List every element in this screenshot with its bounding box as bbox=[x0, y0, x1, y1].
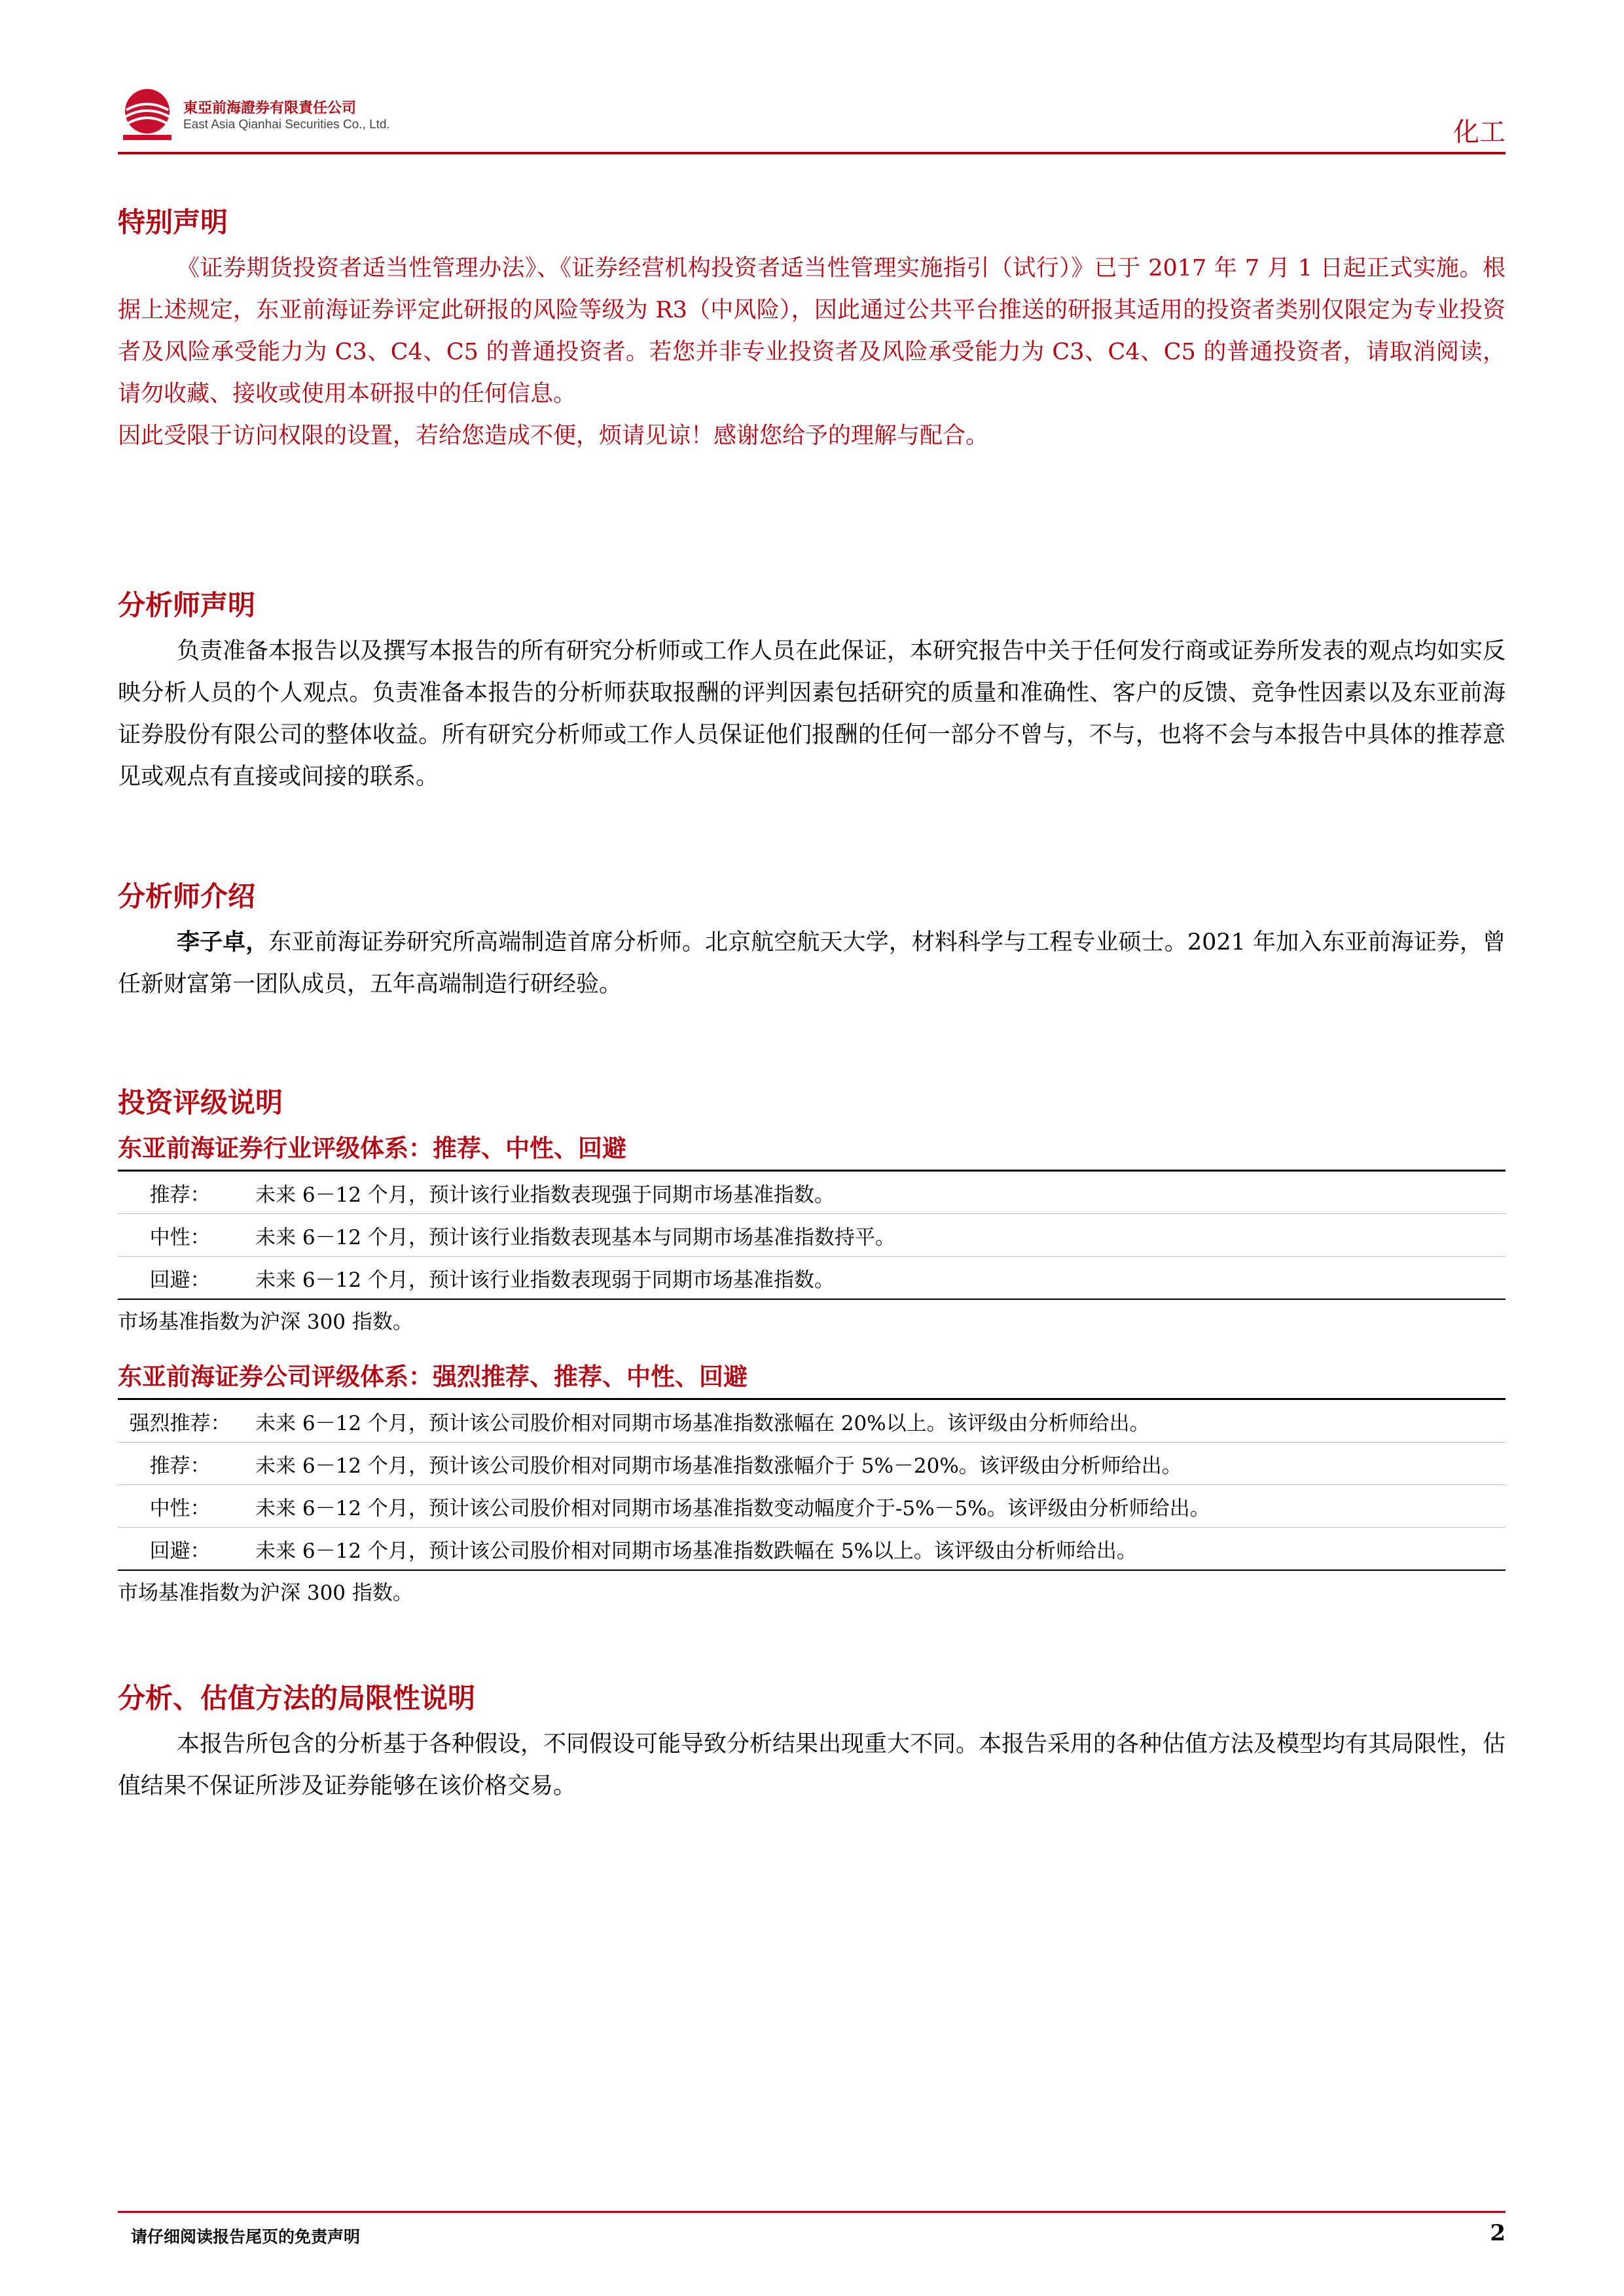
limitations-title: 分析、估值方法的局限性说明 bbox=[118, 1682, 476, 1714]
rating-label: 回避： bbox=[149, 1268, 211, 1292]
analyst-intro-text: 东亚前海证券研究所高端制造首席分析师。北京航空航天大学，材料科学与工程专业硕士。2021 年加入东亚前海证券，曾任新财富第一团队成员，五年高端制造行研经验。 bbox=[118, 929, 1506, 997]
analyst-statement-para: 负责准备本报告以及撰写本报告的所有研究分析师或工作人员在此保证，本研究报告中关于任何发行商或证券所发表的观点均如实反映分析人员的个人观点。负责准备本报告的分析师获取报酬的评判因素包括研究的质量和准确性、客户的反馈、竞争性因素以及东亚前海证券股份有限公司的整体收益。所有研究分析师或工作人员保证他们报酬的任何一部分不曾与，不与，也将不会与本报告中具体的推荐意见或观点有直接或间接的联系。 bbox=[118, 638, 1506, 790]
rating-desc: 未来 6－12 个月，预计该公司股价相对同期市场基准指数涨幅在 20%以上。该评级由分析师给出。 bbox=[255, 1411, 1150, 1435]
rating-label: 回避： bbox=[149, 1539, 211, 1563]
footer-disclaimer: 请仔细阅读报告尾页的免责声明 bbox=[131, 2227, 361, 2246]
industry-rating-title: 东亚前海证券行业评级体系：推荐、中性、回避 bbox=[118, 1134, 626, 1162]
analyst-name: 李子卓， bbox=[177, 929, 269, 956]
rating-desc: 未来 6－12 个月，预计该公司股价相对同期市场基准指数涨幅介于 5%－20%。该评级由分析师给出。 bbox=[255, 1454, 1182, 1478]
analyst-intro-para bbox=[118, 922, 1506, 1005]
table-row bbox=[118, 1257, 1506, 1299]
rating-label: 中性： bbox=[149, 1496, 211, 1520]
analyst-intro-title: 分析师介绍 bbox=[118, 880, 256, 912]
analyst-intro-section bbox=[118, 877, 1506, 1005]
special-statement-section bbox=[118, 203, 1506, 457]
table-row bbox=[118, 1485, 1506, 1528]
rating-section bbox=[118, 1083, 1506, 1611]
company-rating-note: 市场基准指数为沪深 300 指数。 bbox=[118, 1581, 413, 1605]
company-name-en: East Asia Qianhai Securities Co., Ltd. bbox=[183, 118, 390, 132]
analyst-statement-title: 分析师声明 bbox=[118, 589, 256, 621]
rating-desc: 未来 6－12 个月，预计该公司股价相对同期市场基准指数变动幅度介于-5%－5%。该评级由分析师给出。 bbox=[255, 1496, 1210, 1520]
rating-label: 强烈推荐： bbox=[129, 1411, 231, 1435]
special-statement-title: 特别声明 bbox=[118, 206, 228, 238]
company-rating-title: 东亚前海证券公司评级体系：强烈推荐、推荐、中性、回避 bbox=[118, 1363, 748, 1391]
rating-label: 推荐： bbox=[149, 1454, 211, 1478]
company-name-cn: 東亞前海證券有限責任公司 bbox=[183, 100, 357, 117]
page-number: 2 bbox=[1490, 2220, 1506, 2246]
rating-desc: 未来 6－12 个月，预计该行业指数表现基本与同期市场基准指数持平。 bbox=[255, 1225, 895, 1249]
table-row bbox=[118, 1400, 1506, 1443]
sector-label: 化工 bbox=[1453, 117, 1506, 147]
table-row bbox=[118, 1214, 1506, 1257]
page-header bbox=[118, 85, 1506, 157]
company-rating-table bbox=[118, 1398, 1506, 1571]
rating-desc: 未来 6－12 个月，预计该行业指数表现强于同期市场基准指数。 bbox=[255, 1183, 835, 1207]
table-row bbox=[118, 1528, 1506, 1570]
rating-desc: 未来 6－12 个月，预计该公司股价相对同期市场基准指数跌幅在 5%以上。该评级由分析师给出。 bbox=[255, 1539, 1137, 1563]
special-statement-para1: 《证券期货投资者适当性管理办法》、《证券经营机构投资者适当性管理实施指引（试行）》已于 2017 年 7 月 1 日起正式实施。根据上述规定，东亚前海证券评定此研报的风险等级为 R3（中风险），因此通过公共平台推送的研报其适用的投资者类别仅限定为专业投资者及风险承受能力为 C3、C4、C5 的普通投资者。若您并非专业投资者及风险承受能力为 C3、C4、C5 的普通投资者，请取消阅读，请勿收藏、接收或使用本研报中的任何信息。 bbox=[118, 255, 1506, 407]
company-logo-icon bbox=[118, 85, 177, 144]
limitations-para: 本报告所包含的分析基于各种假设，不同假设可能导致分析结果出现重大不同。本报告采用的各种估值方法及模型均有其局限性，估值结果不保证所涉及证券能够在该价格交易。 bbox=[118, 1731, 1506, 1799]
footer-divider bbox=[118, 2211, 1506, 2213]
limitations-section bbox=[118, 1679, 1506, 1807]
analyst-statement-section bbox=[118, 586, 1506, 798]
rating-label: 推荐： bbox=[149, 1183, 211, 1207]
table-row bbox=[118, 1443, 1506, 1485]
rating-label: 中性： bbox=[149, 1225, 211, 1249]
table-row bbox=[118, 1172, 1506, 1214]
header-divider bbox=[118, 152, 1506, 154]
industry-rating-table bbox=[118, 1170, 1506, 1300]
rating-title: 投资评级说明 bbox=[118, 1086, 283, 1119]
rating-desc: 未来 6－12 个月，预计该行业指数表现弱于同期市场基准指数。 bbox=[255, 1268, 835, 1292]
special-statement-para2: 因此受限于访问权限的设置，若给您造成不便，烦请见谅！感谢您给予的理解与配合。 bbox=[118, 423, 989, 449]
industry-rating-note: 市场基准指数为沪深 300 指数。 bbox=[118, 1310, 413, 1334]
